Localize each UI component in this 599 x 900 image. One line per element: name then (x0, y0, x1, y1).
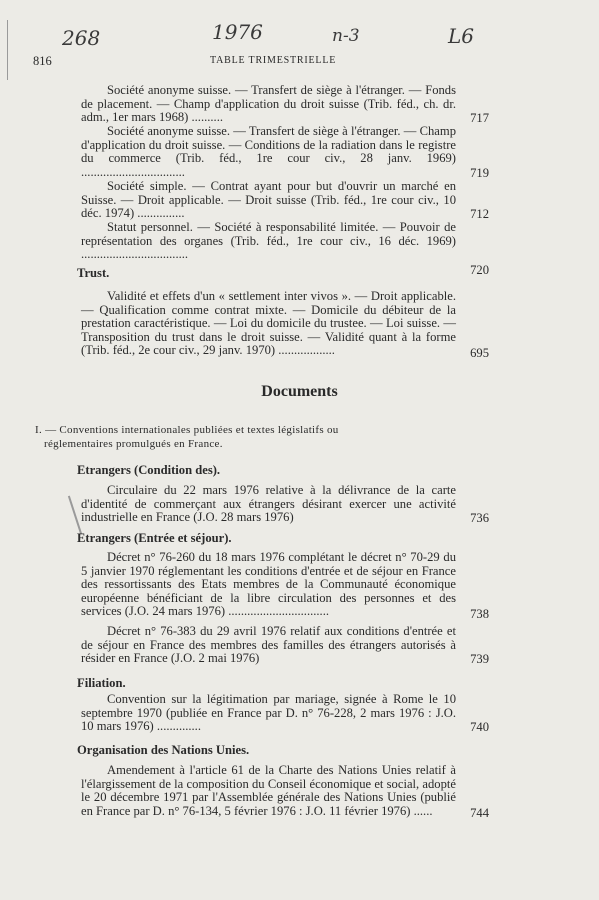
page-reference: 739 (470, 652, 489, 666)
page-reference: 695 (470, 346, 489, 360)
index-entry: Circulaire du 22 mars 1976 relative à la délivrance de la carte d'identité de commerçant aux étrangers désirant exercer une activité industrielle en France (J.O. 28 mars 1976) (81, 483, 456, 525)
page-reference: 717 (470, 111, 489, 125)
subject-heading: Filiation. (77, 676, 126, 690)
documents-heading: Documents (261, 383, 338, 400)
page-reference: 720 (470, 263, 489, 277)
page-reference: 738 (470, 607, 489, 621)
subject-heading: Trust. (77, 266, 110, 280)
handwritten-note: L6 (448, 24, 475, 48)
page-reference: 736 (470, 511, 489, 525)
handwritten-note: 1976 (212, 20, 263, 44)
index-entry: Décret n° 76-383 du 29 avril 1976 relatif aux conditions d'entrée et de séjour en France des membres des familles des étrangers autorisés à résider en France (J.O. 2 mai 1976) (81, 624, 456, 666)
index-entry: Validité et effets d'un « settlement inter vivos ». — Droit applicable. — Qualification comme contrat mixte. — Domicile du débiteur de la prestation caractéristique. — Loi du domicile du trustee. — Loi suisse. — Transposition du trust dans le droit suisse. — Validité quant à la forme (Trib. féd., 2e cour civ., 29 janv. 1970) .................. (81, 289, 456, 358)
page-reference: 712 (470, 207, 489, 221)
subject-heading: Etrangers (Condition des). (77, 463, 221, 477)
section-title: I. — Conventions internationales publiées et textes législatifs ou réglementaires promulgués en France. (35, 424, 339, 450)
running-title: TABLE TRIMESTRIELLE (210, 55, 337, 66)
index-entry: Société anonyme suisse. — Transfert de siège à l'étranger. — Fonds de placement. — Champ d'application du droit suisse (Trib. féd., ch. dr. adm., 1er mars 1968) .......... (81, 83, 456, 125)
page-reference: 719 (470, 166, 489, 180)
index-entry: Amendement à l'article 61 de la Charte des Nations Unies relatif à l'élargissement de la composition du Conseil économique et social, adopté le 20 décembre 1971 par l'Assemblée générale des Nations Unies (publié en France par D. n° 76-134, 5 février 1976 : J.O. 11 février 1976) ...... (81, 763, 456, 818)
edge-scratch (68, 496, 82, 535)
index-entry: Société anonyme suisse. — Transfert de siège à l'étranger. — Champ d'application du droit suisse. — Conditions de la radiation dans le registre du commerce (Trib. féd., 1re cour civ., 28 janv. 1969) ................................. (81, 124, 456, 179)
index-entry: Décret n° 76-260 du 18 mars 1976 complétant le décret n° 70-29 du 5 janvier 1970 réglementant les conditions d'entrée et de séjour en France des ressortissants des Etats membres de la Communauté économique européenne bénéficiant de la libre circulation des personnes et des services (J.O. 24 mars 1976) ................................ (81, 550, 456, 619)
subject-heading: Etrangers (Entrée et séjour). (77, 531, 232, 545)
edge-scratch (7, 20, 8, 80)
index-entry: Convention sur la légitimation par mariage, signée à Rome le 10 septembre 1970 (publiée en France par D. n° 76-228, 2 mars 1976 : J.O. 10 mars 1976) .............. (81, 692, 456, 734)
index-entry: Statut personnel. — Société à responsabilité limitée. — Pouvoir de représentation des organes (Trib. féd., 1re cour civ., 16 déc. 1969) .................................. (81, 220, 456, 262)
page-number: 816 (33, 54, 52, 68)
index-entry: Société simple. — Contrat ayant pour but d'ouvrir un marché en Suisse. — Droit applicable. — Droit suisse (Trib. féd., 1re cour civ., 10 déc. 1974) ............... (81, 179, 456, 221)
page-reference: 740 (470, 720, 489, 734)
handwritten-note: 268 (62, 26, 101, 50)
page-reference: 744 (470, 806, 489, 820)
subject-heading: Organisation des Nations Unies. (77, 743, 250, 757)
handwritten-note: n-3 (332, 26, 360, 46)
